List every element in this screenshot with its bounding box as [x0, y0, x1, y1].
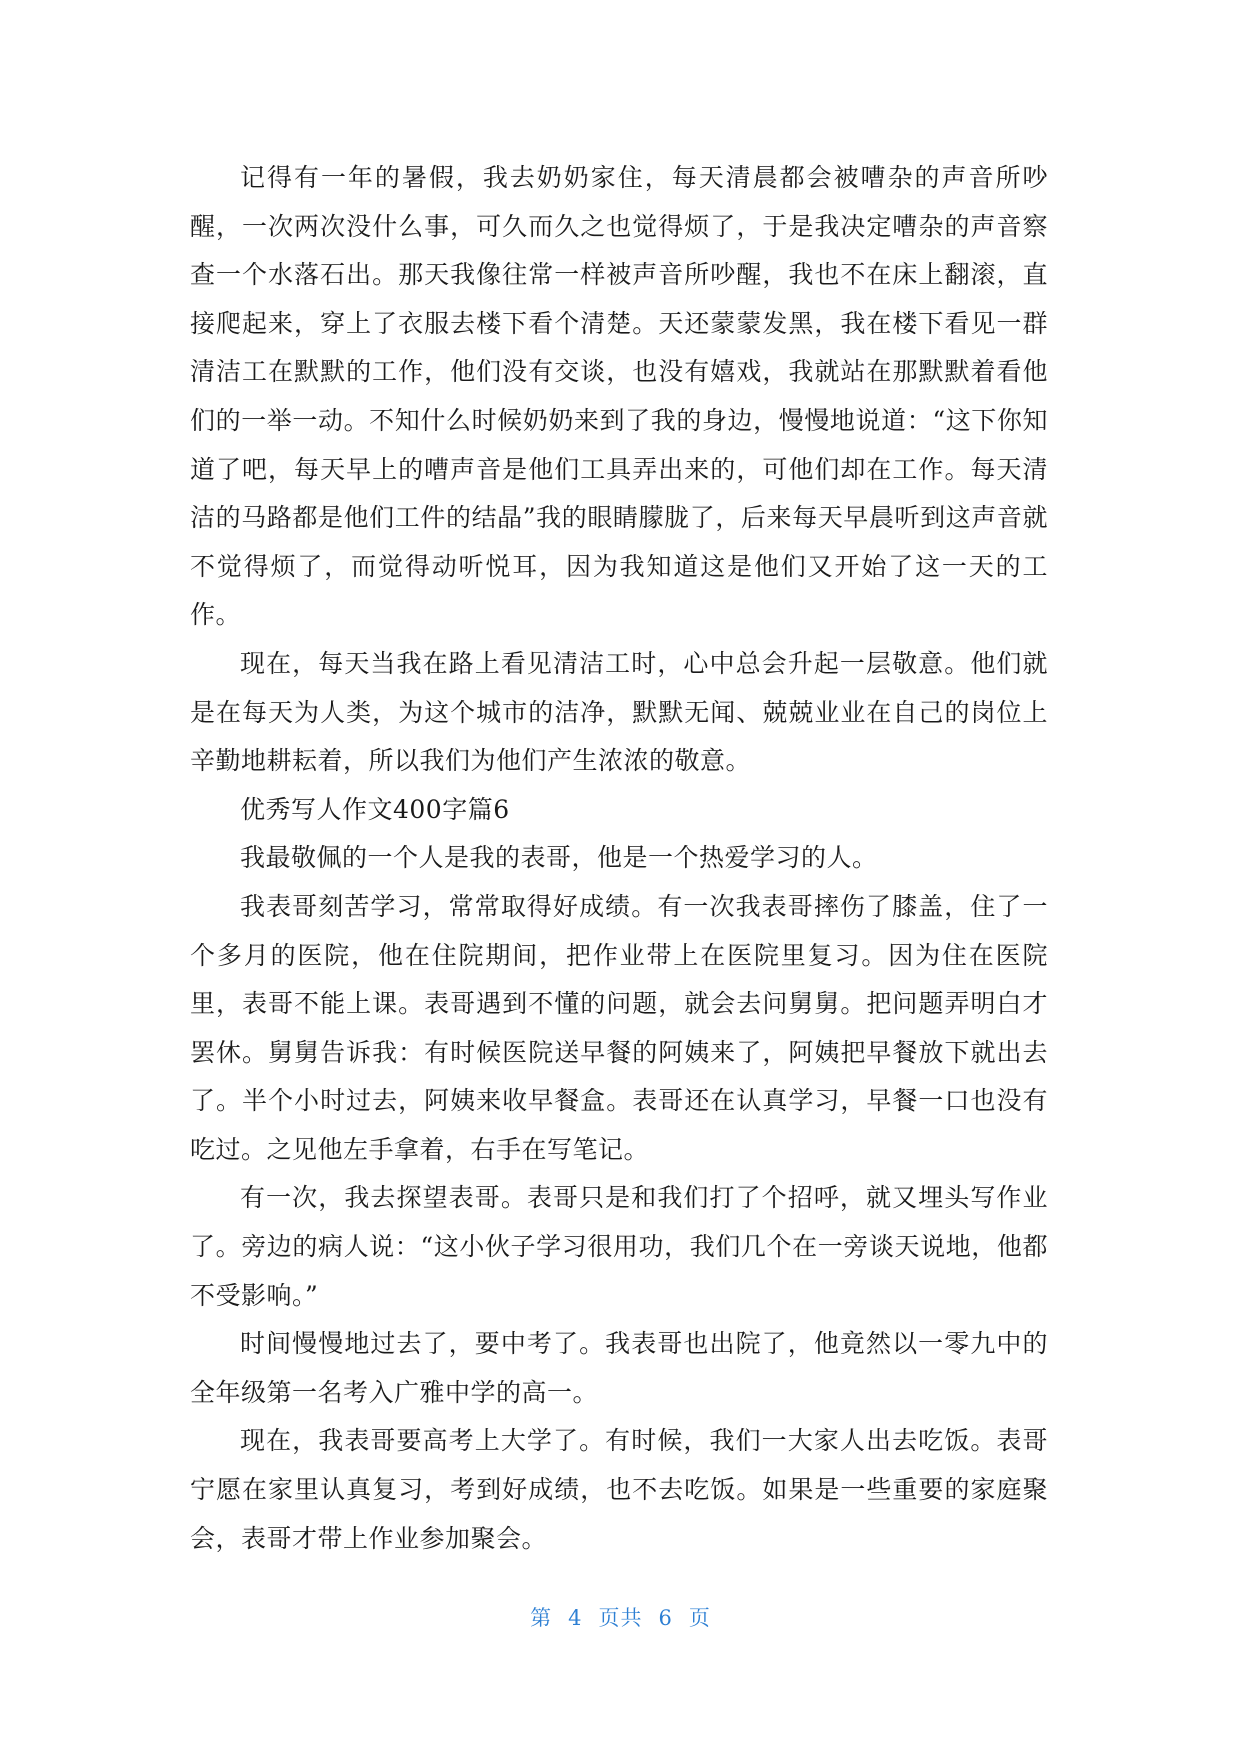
paragraph-college-prep: 现在，我表哥要高考上大学了。有时候，我们一大家人出去吃饭。表哥宁愿在家里认真复习，考到好成绩，也不去吃饭。如果是一些重要的家庭聚会，表哥才带上作业参加聚会。 [190, 1426, 1048, 1553]
paragraph-respect: 现在，每天当我在路上看见清洁工时，心中总会升起一层敬意。他们就是在每天为人类，为这个城市的洁净，默默无闻、兢兢业业在自己的岗位上辛勤地耕耘着，所以我们为他们产生浓浓的敬意。 [190, 648, 1048, 776]
footer-suffix: 页 [688, 1606, 711, 1630]
paragraph-intro-cousin: 我最敬佩的一个人是我的表哥，他是一个热爱学习的人。 [240, 843, 878, 873]
footer-total-pages: 6 [658, 1606, 673, 1630]
paragraph-visit: 有一次，我去探望表哥。表哥只是和我们打了个招呼，就又埋头写作业了。旁边的病人说：“这小伙子学习很用功，我们几个在一旁谈天说地，他都不受影响。” [190, 1183, 1048, 1310]
footer-prefix: 第 [530, 1606, 553, 1630]
footer-middle: 页共 [598, 1606, 643, 1630]
footer-current-page: 4 [568, 1606, 583, 1630]
page-footer [0, 1602, 1241, 1632]
paragraph-cleaners-story: 记得有一年的暑假，我去奶奶家住，每天清晨都会被嘈杂的声音所吵醒，一次两次没什么事，可久而久之也觉得烦了，于是我决定嘈杂的声音察查一个水落石出。那天我像往常一样被声音所吵醒，我也不在床上翻滚，直接爬起来，穿上了衣服去楼下看个清楚。天还蒙蒙发黑，我在楼下看见一群清洁工在默默的工作，他们没有交谈，也没有嬉戏，我就站在那默默着看他们的一举一动。不知什么时候奶奶来到了我的身边，慢慢地说道：“这下你知道了吧，每天早上的嘈声音是他们工具弄出来的，可他们却在工作。每天清洁的马路都是他们工件的结晶”我的眼睛朦胧了，后来每天早晨听到这声音就不觉得烦了，而觉得动听悦耳，因为我知道这是他们又开始了这一天的工作。 [190, 163, 1048, 630]
section-heading: 优秀写人作文400字篇6 [240, 794, 510, 824]
paragraph-exam-result: 时间慢慢地过去了，要中考了。我表哥也出院了，他竟然以一零九中的全年级第一名考入广雅中学的高一。 [190, 1329, 1048, 1407]
paragraph-hospital-study: 我表哥刻苦学习，常常取得好成绩。有一次我表哥摔伤了膝盖，住了一个多月的医院，他在住院期间，把作业带上在医院里复习。因为住在医院里，表哥不能上课。表哥遇到不懂的问题，就会去问舅舅。把问题弄明白才罢休。舅舅告诉我：有时候医院送早餐的阿姨来了，阿姨把早餐放下就出去了。半个小时过去，阿姨来收早餐盒。表哥还在认真学习，早餐一口也没有吃过。之见他左手拿着，右手在写笔记。 [190, 891, 1048, 1164]
document-body [190, 154, 1048, 1563]
